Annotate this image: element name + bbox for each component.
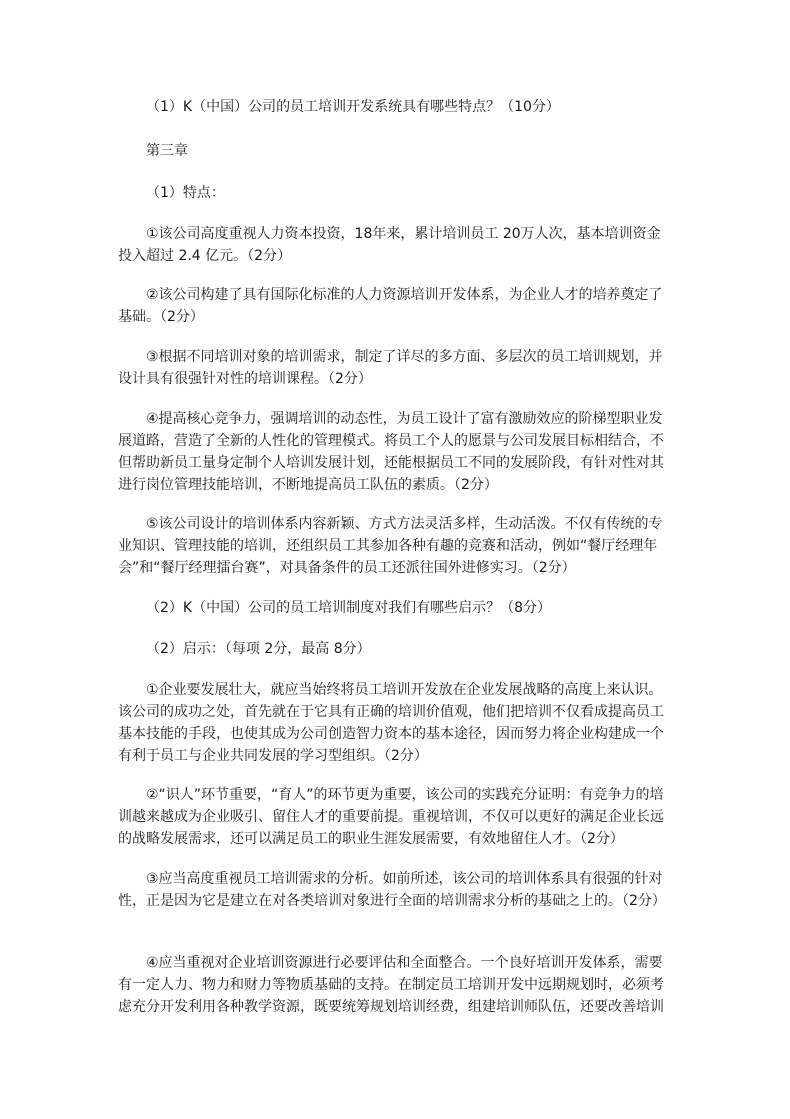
answer-1-heading: （1）特点： xyxy=(146,185,225,201)
answer-2-point-1: ①企业要发展壮大，就应当始终将员工培训开发放在企业发展战略的高度上来认识。该公司的成功之处，首先就在于它具有正确的培训价值观，他们把培训不仅看成提高员工基本技能的手段，也使其成为公司创造智力资本的基本途径，因而努力将企业构建成一个有利于员工与企业共同发展的学习型组织。（2分） xyxy=(118,682,664,764)
answer-1-point-4: ④提高核心竞争力，强调培训的动态性，为员工设计了富有激励效应的阶梯型职业发展道路，营造了全新的人性化的管理模式。将员工个人的愿景与公司发展目标相结合，不但帮助新员工量身定制个人培训发展计划，还能根据员工不同的发展阶段，有针对性对其进行岗位管理技能培训，不断地提高员工队伍的素质。（2分） xyxy=(118,411,664,493)
question-1: （1）K（中国）公司的员工培训开发系统具有哪些特点？（10分） xyxy=(146,99,560,115)
answer-1-point-3: ③根据不同培训对象的培训需求，制定了详尽的多方面、多层次的员工培训规划，并设计具有很强针对性的培训课程。（2分） xyxy=(118,349,663,387)
answer-1-point-2: ②该公司构建了具有国际化标准的人力资源培训开发体系，为企业人才的培养奠定了基础。（2分） xyxy=(118,287,663,325)
answer-2-point-3: ③应当高度重视员工培训需求的分析。如前所述，该公司的培训体系具有很强的针对性，正是因为它是建立在对各类培训对象进行全面的培训需求分析的基础之上的。（2分） xyxy=(118,871,666,909)
chapter-title: 第三章 xyxy=(146,143,188,159)
question-2: （2）K（中国）公司的员工培训制度对我们有哪些启示？（8分） xyxy=(146,600,551,616)
answer-2-point-2: ②“识人”环节重要，“育人”的环节更为重要，该公司的实践充分证明：有竞争力的培训越来越成为企业吸引、留住人才的重要前提。重视培训，不仅可以更好的满足企业长远的战略发展需求，还可以满足员工的职业生涯发展需要，有效地留住人才。（2分） xyxy=(118,787,664,847)
answer-1-point-1: ①该公司高度重视人力资本投资，18年来，累计培训员工 20万人次，基本培训资金投入超过 2.4 亿元。（2分） xyxy=(118,226,661,264)
answer-2-point-4: ④应当重视对企业培训资源进行必要评估和全面整合。一个良好培训开发体系，需要有一定人力、物力和财力等物质基础的支持。在制定员工培训开发中远期规划时，必须考虑充分开发利用各种教学资源，既要统筹规划培训经费，组建培训师队伍，还要改善培训 xyxy=(118,955,664,1015)
answer-1-point-5: ⑤该公司设计的培训体系内容新颖、方式方法灵活多样，生动活泼。不仅有传统的专业知识、管理技能的培训，还组织员工其参加各种有趣的竞赛和活动，例如“餐厅经理年会”和“餐厅经理擂台赛”，对具备条件的员工还派往国外进修实习。（2分） xyxy=(118,516,663,576)
answer-2-heading: （2）启示：（每项 2分，最高 8分） xyxy=(146,641,371,657)
